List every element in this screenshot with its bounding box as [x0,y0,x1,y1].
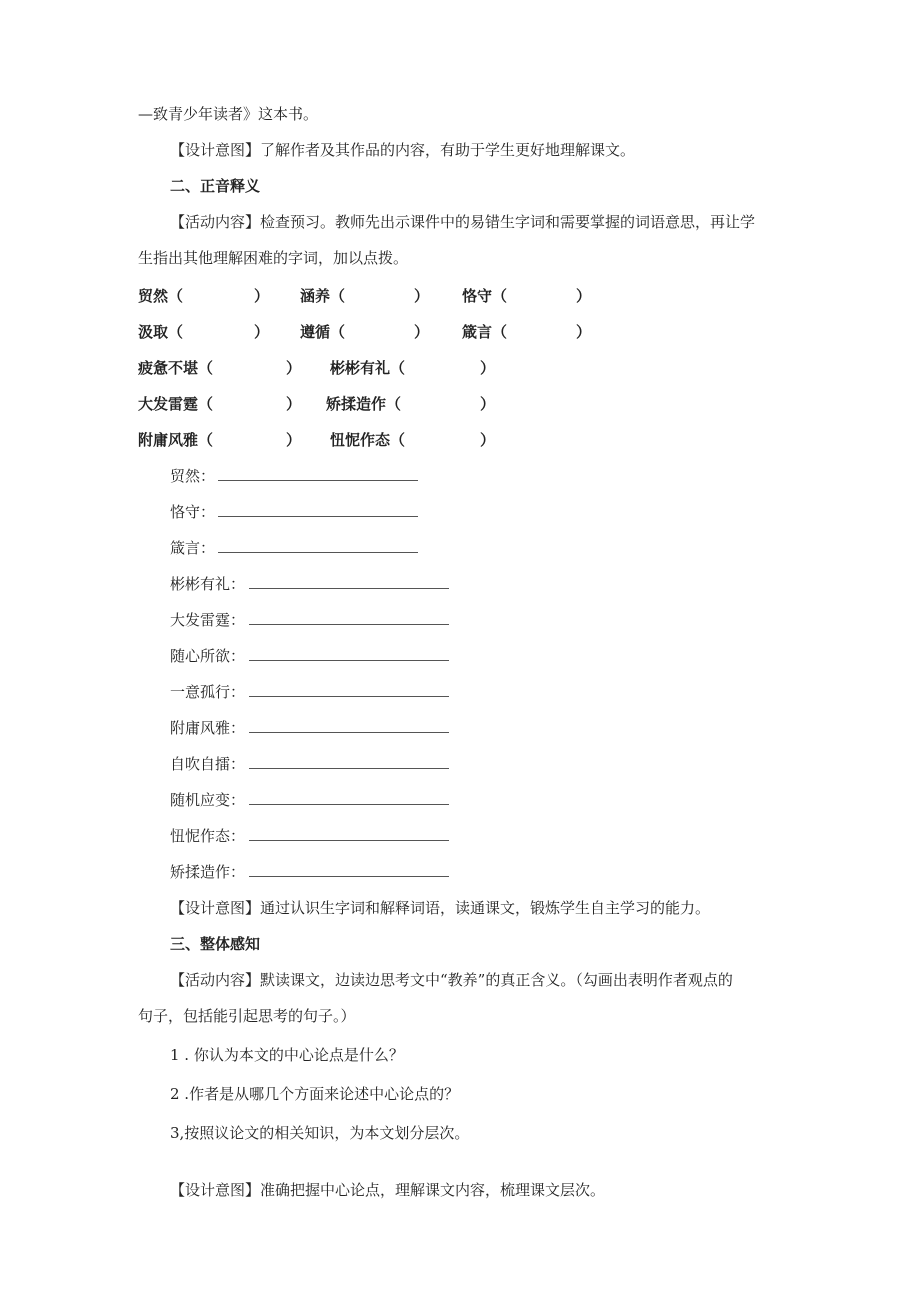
pinyin-close: ） [480,395,496,413]
meaning-term: 彬彬有礼： [170,575,246,593]
answer-blank [249,876,449,877]
pinyin-word: 涵养（ [300,287,346,305]
answer-blank [218,480,418,481]
pinyin-close: ） [254,287,270,305]
answer-blank [249,840,449,841]
meaning-term: 一意孤行： [170,683,246,701]
design-intent-3: 【设计意图】准确把握中心论点，理解课文内容，梳理课文层次。 [170,1181,606,1199]
answer-blank [249,804,449,805]
meaning-term: 随机应变： [170,791,246,809]
design-intent-1: 【设计意图】了解作者及其作品的内容，有助于学生更好地理解课文。 [170,141,636,159]
question-item: 3,按照议论文的相关知识，为本文划分层次。 [170,1124,470,1142]
meaning-term: 矫揉造作： [170,863,246,881]
pinyin-word: 恪守（ [462,287,508,305]
pinyin-close: ） [576,323,592,341]
activity-3-line-1: 【活动内容】默读课文，边读边思考文中“教养”的真正含义。（勾画出表明作者观点的 [170,971,733,989]
question-item: 1 . 你认为本文的中心论点是什么？ [170,1046,404,1064]
pinyin-close: ） [286,395,302,413]
pinyin-close: ） [254,323,270,341]
pinyin-word: 附庸风雅（ [138,431,214,449]
answer-blank [249,588,449,589]
pinyin-word: 遵循（ [300,323,346,341]
pinyin-close: ） [414,323,430,341]
pinyin-word: 矫揉造作（ [326,395,402,413]
answer-blank [249,660,449,661]
answer-blank [218,552,418,553]
question-item: 2 .作者是从哪几个方面来论述中心论点的？ [170,1085,460,1103]
pinyin-word: 忸怩作态（ [330,431,406,449]
pinyin-close: ） [480,359,496,377]
meaning-term: 附庸风雅： [170,719,246,737]
pinyin-word: 彬彬有礼（ [330,359,406,377]
pinyin-close: ） [414,287,430,305]
meaning-term: 自吹自擂： [170,755,246,773]
pinyin-close: ） [480,431,496,449]
meaning-term: 大发雷霆： [170,611,246,629]
activity-2-line-2: 生指出其他理解困难的字词，加以点拨。 [138,249,409,267]
answer-blank [249,768,449,769]
meaning-term: 箴言： [170,539,216,557]
meaning-term: 随心所欲： [170,647,246,665]
pinyin-word: 汲取（ [138,323,184,341]
answer-blank [249,624,449,625]
pinyin-word: 大发雷霆（ [138,395,214,413]
meaning-term: 忸怩作态： [170,827,246,845]
answer-blank [218,516,418,517]
meaning-term: 恪守： [170,503,216,521]
pinyin-close: ） [576,287,592,305]
pinyin-word: 贸然（ [138,287,184,305]
pinyin-word: 疲惫不堪（ [138,359,214,377]
answer-blank [249,696,449,697]
activity-2-line-1: 【活动内容】检查预习。教师先出示课件中的易错生字词和需要掌握的词语意思，再让学 [170,213,756,231]
meaning-term: 贸然： [170,467,216,485]
design-intent-2: 【设计意图】通过认识生字词和解释词语，读通课文，锻炼学生自主学习的能力。 [170,899,711,917]
section-title-3: 三、整体感知 [170,935,261,953]
section-title-2: 二、正音释义 [170,177,261,195]
activity-3-line-2: 句子，包括能引起思考的句子。） [138,1007,356,1025]
answer-blank [249,732,449,733]
pinyin-word: 箴言（ [462,323,508,341]
pinyin-close: ） [286,359,302,377]
intro-line: —致青少年读者》这本书。 [138,105,319,123]
pinyin-close: ） [286,431,302,449]
